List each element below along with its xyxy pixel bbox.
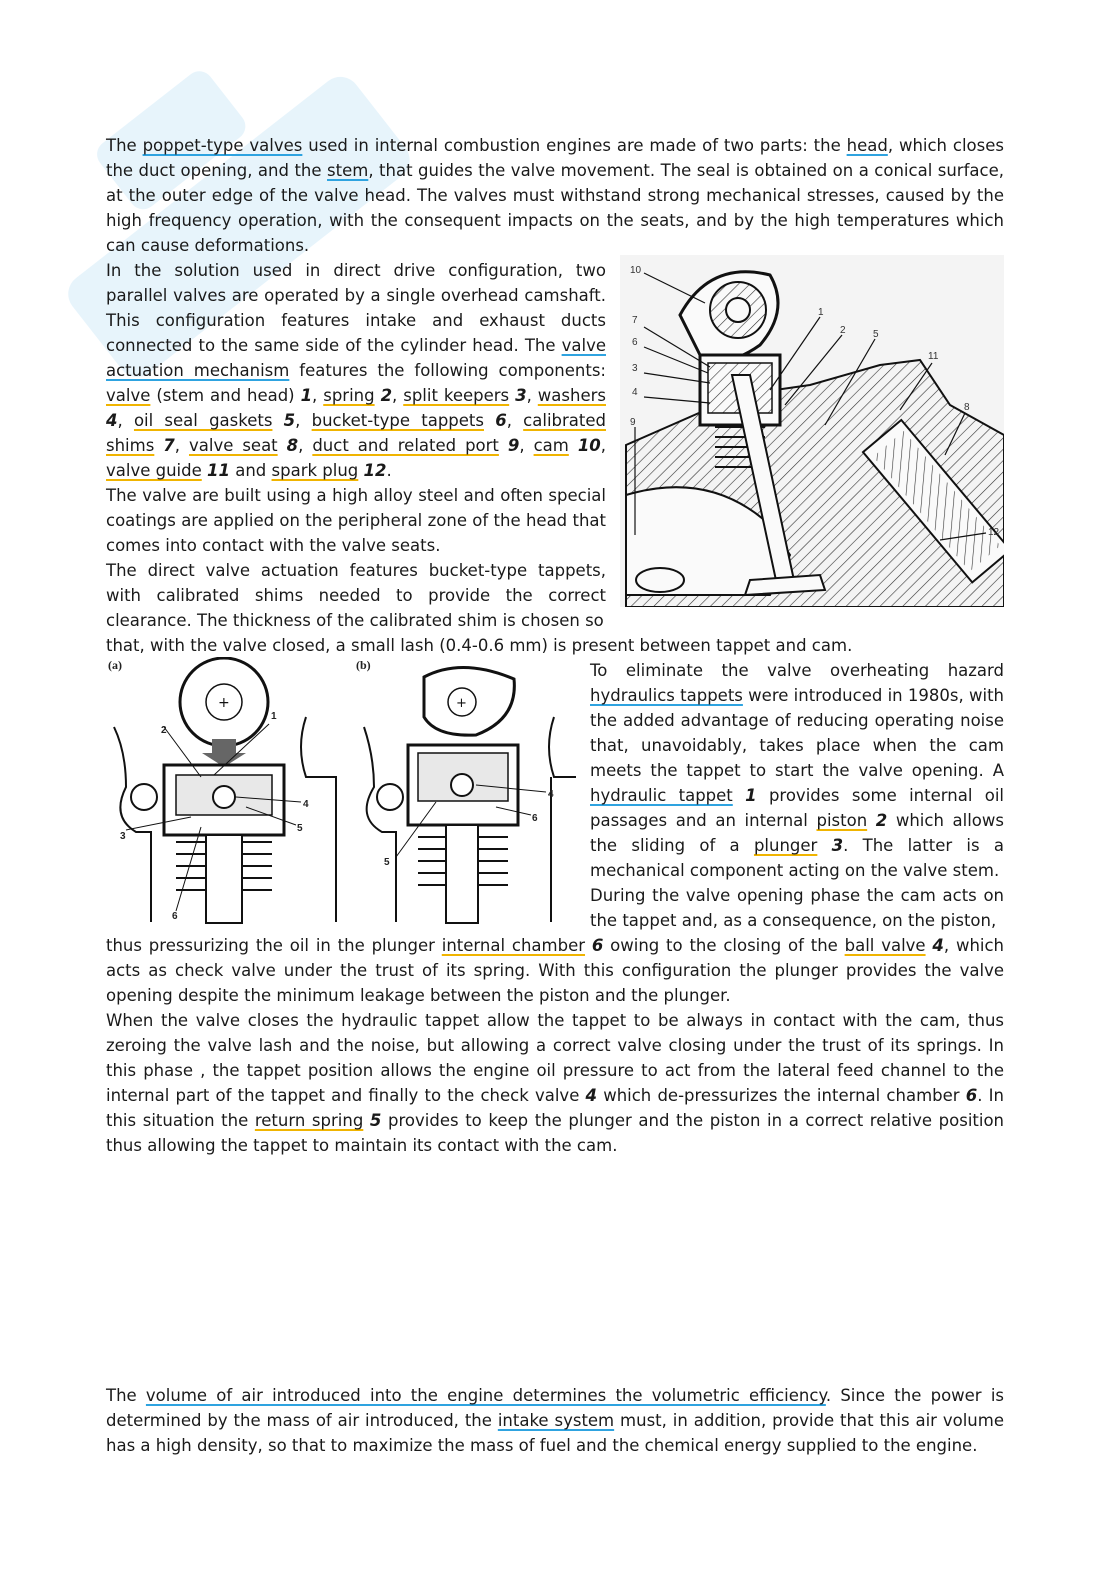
- highlight-head: head: [846, 136, 888, 155]
- highlight-internal-chamber: internal chamber: [441, 936, 586, 955]
- panel-a-label-3: 3: [120, 831, 126, 842]
- component-split-keepers: split keepers: [403, 386, 510, 405]
- highlight-volumetric-efficiency: volume of air introduced into the engine determines the volumetric efficiency: [145, 1386, 826, 1405]
- component-washers: washers: [537, 386, 606, 405]
- panel-a-label-6: 6: [172, 911, 178, 922]
- highlight-poppet-valves: poppet-type valves: [142, 136, 303, 155]
- highlight-hydraulic-tappet: hydraulic tappet: [590, 786, 733, 805]
- panel-a-label-5: 5: [297, 823, 303, 834]
- panel-b-label-5: 5: [384, 857, 390, 868]
- paragraph-direct-actuation: The direct valve actuation features bucket-type tappets, with calibrated shims needed to provide the correct clearance. The thickness of the calibrated shim is chosen so: [106, 561, 606, 630]
- panel-b-label-6: 6: [532, 813, 538, 824]
- highlight-return-spring: return spring: [254, 1111, 364, 1130]
- fig1-label-2: 2: [840, 325, 846, 336]
- highlight-plunger: plunger: [753, 836, 818, 855]
- panel-a-label-2: 2: [161, 725, 167, 736]
- fig1-label-10: 10: [630, 265, 642, 276]
- fig1-label-1: 1: [818, 307, 824, 318]
- figure-valve-train-section: [620, 255, 1004, 607]
- panel-b-tag: (b): [356, 658, 371, 672]
- panel-a-label-4: 4: [303, 799, 309, 810]
- component-valve: valve: [106, 386, 151, 405]
- component-valve-seat: valve seat: [188, 436, 278, 455]
- fig1-label-7: 7: [632, 315, 638, 326]
- panel-a-label-1: 1: [271, 711, 277, 722]
- component-valve-guide: valve guide: [106, 461, 202, 480]
- fig1-label-6: 6: [632, 337, 638, 348]
- panel-b: [356, 658, 576, 923]
- paragraph-opening-phase-cont: thus pressurizing the oil in the plunger internal chamber 6 owing to the closing of the ball valve 4, which acts as check valve under the trust of its spring. With this configuration the plunger provides the valve opening despite the minimum leakage between the piston and the plunger.: [106, 936, 1005, 1005]
- component-duct: duct and related port: [312, 436, 499, 455]
- fig1-label-12: 12: [988, 527, 1000, 538]
- paragraph-direct-drive: In the solution used in direct drive configuration, two parallel valves are operated by a single overhead camshaft. This configuration features intake and exhaust ducts connected to the same side of the cylinder head. The valve actuation mechanism features the following components: valve (stem and head) 1, spring 2, split keepers 3, washers 4, oil seal gaskets 5, bucket-type tappets 6, calibrated shims 7, valve seat 8, duct and related port 9, cam 10, valve guide 11 and spark plug 12.: [106, 261, 607, 480]
- component-tappets: bucket-type tappets: [311, 411, 484, 430]
- highlight-hydraulics-tappets: hydraulics tappets: [590, 686, 743, 705]
- paragraph-hydraulic-tappets: To eliminate the valve overheating hazard hydraulics tappets were introduced in 1980s, with the added advantage of reducing operating noise that, unavoidably, takes place when the cam meets the tappet to start the valve opening. A hydraulic tappet 1 provides some internal oil passages and an internal piston 2 which allows the sliding of a plunger 3. The latter is a mechanical component acting on the valve stem.: [590, 661, 1005, 880]
- highlight-piston: piston: [816, 811, 868, 830]
- highlight-valve-actuation-mechanism: valve actuation mechanism: [106, 336, 606, 380]
- paragraph-direct-actuation-cont: that, with the valve closed, a small lash (0.4-0.6 mm) is present between tappet and cam.: [106, 636, 853, 655]
- panel-a: [108, 658, 336, 923]
- paragraph-closing-phase: When the valve closes the hydraulic tappet allow the tappet to be always in contact with the cam, thus zeroing the valve lash and the noise, but allowing a correct valve closing under the trust of its springs. In this phase , the tappet position allows the engine oil pressure to act from the lateral feed channel to the internal part of the tappet and finally to the check valve 4 which de-pressurizes the internal chamber 6. In this situation the return spring 5 provides to keep the plunger and the piston in a correct relative position thus allowing the tappet to maintain its contact with the cam.: [106, 1011, 1005, 1155]
- component-spark-plug: spark plug: [271, 461, 359, 480]
- component-oil-seal: oil seal gaskets: [133, 411, 273, 430]
- component-shims: calibrated shims: [106, 411, 606, 455]
- fig1-label-9: 9: [630, 417, 636, 428]
- paragraph-volumetric-efficiency: The volume of air introduced into the engine determines the volumetric efficiency. Since the power is determined by the mass of air introduced, the intake system must, in addition, provide that this air volume has a high density, so that to maximize the mass of fuel and the chemical energy supplied to the engine.: [106, 1386, 1004, 1455]
- paragraph-valve-materials: The valve are built using a high alloy steel and often special coatings are applied on the peripheral zone of the head that comes into contact with the valve seats.: [106, 486, 606, 555]
- fig1-label-3: 3: [632, 363, 638, 374]
- svg-text:+: +: [456, 696, 467, 711]
- fig1-label-8: 8: [964, 402, 970, 413]
- component-spring: spring: [323, 386, 375, 405]
- panel-a-tag: (a): [108, 658, 122, 672]
- panel-b-label-4: 4: [548, 789, 554, 800]
- fig1-label-11: 11: [928, 351, 939, 362]
- component-cam: cam: [533, 436, 569, 455]
- paragraph-poppet-valves: The poppet-type valves used in internal combustion engines are made of two parts: the head, which closes the duct opening, and the stem, that guides the valve movement. The seal is obtained on a conical surface, at the outer edge of the valve head. The valves must withstand strong mechanical stresses, caused by the high frequency operation, with the consequent impacts on the seats, and by the high temperatures which can cause deformations.: [106, 136, 1004, 255]
- fig1-label-4: 4: [632, 387, 638, 398]
- figure-hydraulic-tappet: [106, 657, 576, 927]
- svg-text:+: +: [218, 695, 230, 711]
- highlight-intake-system: intake system: [497, 1411, 615, 1430]
- highlight-ball-valve: ball valve: [844, 936, 926, 955]
- highlight-stem: stem: [327, 161, 369, 180]
- fig1-label-5: 5: [873, 329, 879, 340]
- paragraph-opening-phase: During the valve opening phase the cam acts on the tappet and, as a consequence, on the piston,: [590, 886, 1004, 930]
